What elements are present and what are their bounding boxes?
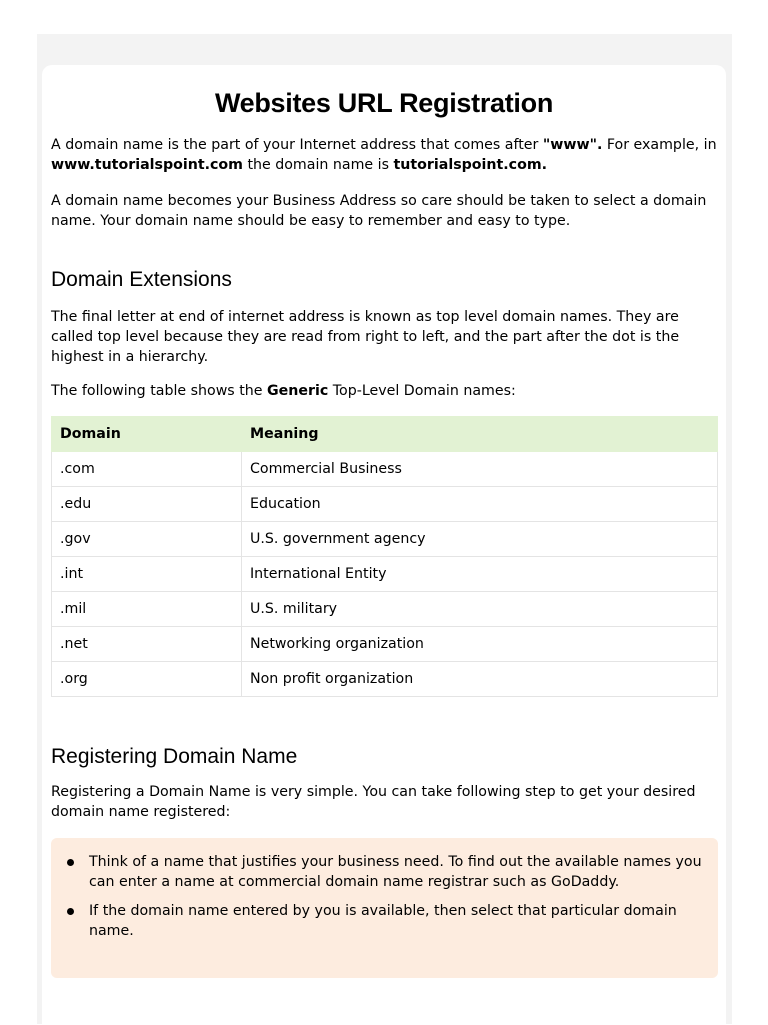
intro-bold-domain: tutorialspoint.com. — [393, 157, 548, 173]
bullet-icon — [67, 908, 74, 915]
table-cell-meaning: U.S. government agency — [242, 522, 718, 557]
steps-list — [65, 852, 704, 941]
table-row — [52, 522, 718, 557]
table-cell-meaning: Commercial Business — [242, 452, 718, 487]
extensions-paragraph-2 — [51, 381, 717, 401]
table-cell-domain: .gov — [52, 522, 242, 557]
section-heading-extensions: Domain Extensions — [51, 268, 232, 291]
content-card — [42, 65, 726, 1025]
extensions-text: The following table shows the — [51, 383, 267, 399]
table-cell-domain: .edu — [52, 487, 242, 522]
table-header-row — [52, 417, 718, 452]
table-header-meaning: Meaning — [242, 417, 718, 452]
intro-bold-www: "www". — [542, 137, 603, 153]
table-cell-meaning: Networking organization — [242, 627, 718, 662]
table-cell-domain: .mil — [52, 592, 242, 627]
list-item — [65, 901, 704, 941]
intro-paragraph-1 — [51, 135, 717, 175]
table-cell-meaning: International Entity — [242, 557, 718, 592]
intro-text: A domain name is the part of your Internet address that comes after — [51, 137, 543, 153]
table-header-domain: Domain — [52, 417, 242, 452]
steps-box — [51, 838, 718, 978]
page-background — [37, 34, 732, 1024]
table-cell-domain: .net — [52, 627, 242, 662]
table-row — [52, 557, 718, 592]
domain-table — [51, 416, 718, 697]
table-cell-meaning: U.S. military — [242, 592, 718, 627]
registering-paragraph: Registering a Domain Name is very simple. You can take following step to get your desired domain name registered: — [51, 784, 696, 820]
table-row — [52, 452, 718, 487]
list-item — [65, 852, 704, 892]
table-row — [52, 592, 718, 627]
intro-paragraph-2: A domain name becomes your Business Address so care should be taken to select a domain name. Your domain name should be easy to remember and easy to type. — [51, 193, 707, 229]
table-cell-domain: .com — [52, 452, 242, 487]
table-row — [52, 487, 718, 522]
extensions-bold-generic: Generic — [267, 383, 329, 399]
bullet-icon — [67, 859, 74, 866]
intro-text: the domain name is — [242, 157, 394, 173]
table-row — [52, 662, 718, 697]
table-cell-meaning: Non profit organization — [242, 662, 718, 697]
page-title: Websites URL Registration — [214, 88, 554, 118]
step-text: If the domain name entered by you is available, then select that particular domain name. — [89, 903, 677, 939]
step-text: Think of a name that justifies your business need. To find out the available names you can enter a name at commercial domain name registrar such as GoDaddy. — [89, 854, 702, 890]
table-cell-domain: .int — [52, 557, 242, 592]
table-cell-meaning: Education — [242, 487, 718, 522]
intro-text: For example, in — [602, 137, 717, 153]
extensions-text: Top-Level Domain names: — [328, 383, 516, 399]
section-heading-registering: Registering Domain Name — [51, 745, 298, 768]
table-cell-domain: .org — [52, 662, 242, 697]
extensions-paragraph-1: The final letter at end of internet address is known as top level domain names. They are called top level because they are read from right to left, and the part after the dot is the highest in a hierarchy. — [51, 309, 680, 365]
intro-bold-url: www.tutorialspoint.com — [51, 157, 243, 173]
table-row — [52, 627, 718, 662]
